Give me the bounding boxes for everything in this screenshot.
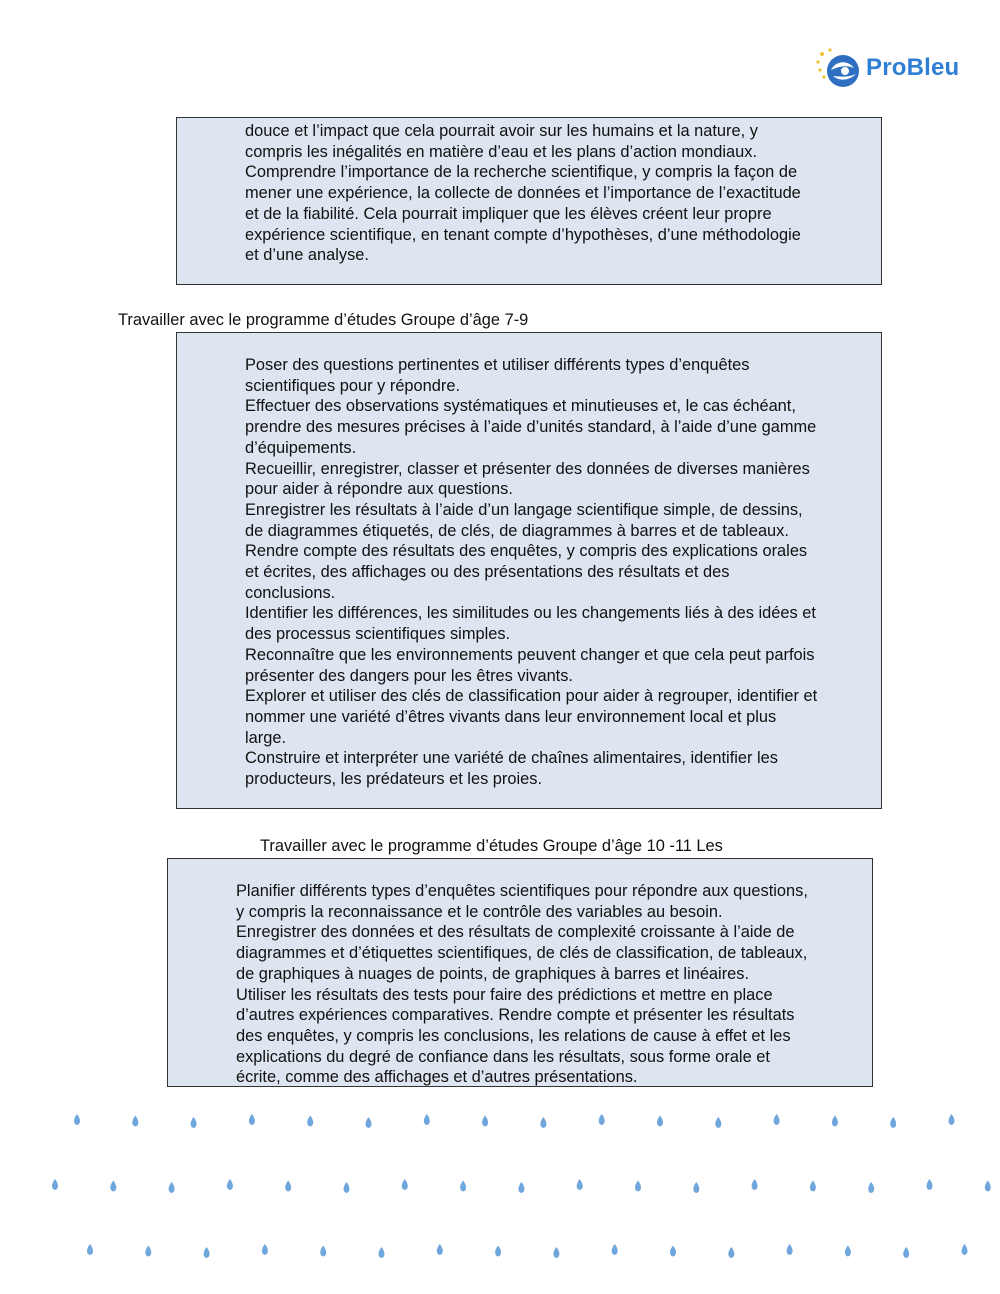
water-drop-icon	[868, 1182, 874, 1193]
water-drop-icon	[890, 1117, 896, 1128]
water-drop-icon	[752, 1179, 758, 1190]
text-line: y compris la reconnaissance et le contrôle des variables au besoin.	[236, 902, 723, 921]
text-line: mener une expérience, la collecte de données et l’importance de l’exactitude	[245, 184, 801, 203]
text-line: large.	[245, 728, 287, 747]
section1-text	[245, 121, 881, 266]
water-drop-icon	[518, 1182, 524, 1193]
text-line: Comprendre l’importance de la recherche scientifique, y compris la façon de	[245, 163, 798, 182]
water-drop-icon	[927, 1179, 933, 1190]
text-line: d’autres expériences comparatives. Rendre compte et présenter les résultats	[236, 1006, 795, 1025]
logo-text: ProBleu	[866, 54, 960, 81]
probleu-logo	[814, 46, 964, 92]
text-line: Construire et interpréter une variété de chaînes alimentaires, identifier les	[245, 749, 778, 768]
water-drop-icon	[402, 1179, 408, 1190]
section2-box	[176, 332, 882, 809]
text-line: Enregistrer des données et des résultats de complexité croissante à l’aide de	[236, 923, 795, 942]
text-line: Poser des questions pertinentes et utiliser différents types d’enquêtes	[245, 356, 750, 374]
water-drop-icon	[87, 1244, 93, 1255]
text-line: Effectuer des observations systématiques et minutieuses et, le cas échéant,	[245, 397, 796, 416]
probleu-emblem-icon	[814, 46, 864, 92]
water-drop-icon	[482, 1116, 488, 1127]
text-line: douce et l’impact que cela pourrait avoir sur les humains et la nature, y	[245, 122, 758, 140]
text-line: de diagrammes étiquetés, de clés, de diagrammes à barres et de tableaux.	[245, 521, 789, 540]
text-line: conclusions.	[245, 583, 336, 602]
water-drop-icon	[832, 1116, 838, 1127]
water-drop-icon	[344, 1182, 350, 1193]
water-drop-icon	[787, 1244, 793, 1255]
text-line: Planifier différents types d’enquêtes scientifiques pour répondre aux questions,	[236, 882, 808, 900]
text-line: des processus scientifiques simples.	[245, 625, 511, 644]
water-drop-icon	[227, 1179, 233, 1190]
water-drop-icon	[495, 1246, 501, 1257]
water-drop-icon	[307, 1116, 313, 1127]
water-drop-icon	[110, 1181, 116, 1192]
water-drop-icon	[903, 1247, 909, 1258]
section3-box	[167, 858, 873, 1087]
water-drop-icon	[553, 1247, 559, 1258]
water-drop-icon	[52, 1179, 58, 1190]
water-drop-icon	[379, 1247, 385, 1258]
section2-heading: Travailler avec le programme d’études Groupe d’âge 7-9	[118, 311, 529, 329]
water-drop-icon	[693, 1182, 699, 1193]
water-drop-icon	[540, 1117, 546, 1128]
text-line: diagrammes et d’étiquettes scientifiques, de clés de classification, de tableaux,	[236, 944, 808, 963]
water-drop-icon	[366, 1117, 372, 1128]
water-drop-icon	[810, 1181, 816, 1192]
water-drop-icon	[249, 1114, 255, 1125]
water-drop-icon	[191, 1117, 197, 1128]
text-line: Rendre compte des résultats des enquêtes, y compris des explications orales	[245, 542, 808, 561]
text-line: Enregistrer les résultats à l’aide d’un langage scientifique simple, de dessins,	[245, 500, 803, 519]
text-line: compris les inégalités en matière d’eau et les plans d’action mondiaux.	[245, 142, 758, 161]
text-line: des enquêtes, y compris les conclusions, les relations de cause à effet et les	[236, 1026, 791, 1045]
text-line: Explorer et utiliser des clés de classification pour aider à regrouper, identifier et	[245, 687, 818, 706]
water-drop-icon	[949, 1114, 955, 1125]
water-drop-icon	[145, 1246, 151, 1257]
text-line: explications du degré de confiance dans les résultats, sous forme orale et	[236, 1047, 770, 1066]
section2-text	[245, 355, 881, 790]
water-drop-icon	[262, 1244, 268, 1255]
water-drop-icon	[728, 1247, 734, 1258]
water-drop-icon	[599, 1114, 605, 1125]
water-drop-icon	[577, 1179, 583, 1190]
water-drop-icon	[204, 1247, 210, 1258]
text-line: Reconnaître que les environnements peuvent changer et que cela peut parfois	[245, 645, 815, 664]
section1-box	[176, 117, 882, 285]
water-drop-icon	[715, 1117, 721, 1128]
section3-heading: Travailler avec le programme d’études Groupe d’âge 10 -11 Les	[260, 837, 723, 855]
water-drop-icon	[985, 1181, 991, 1192]
water-drop-icon	[320, 1246, 326, 1257]
text-line: prendre des mesures précises à l’aide d’unités standard, à l’aide d’une gamme	[245, 418, 817, 437]
text-line: de graphiques à nuages de points, de graphiques à barres et linéaires.	[236, 964, 750, 983]
water-drop-icon	[424, 1114, 430, 1125]
text-line: et d’une analyse.	[245, 246, 369, 265]
text-line: et de la fiabilité. Cela pourrait impliquer que les élèves créent leur propre	[245, 204, 772, 223]
water-drop-icon	[845, 1246, 851, 1257]
water-drop-icon	[635, 1181, 641, 1192]
water-drop-icon	[285, 1181, 291, 1192]
water-drop-icon	[670, 1246, 676, 1257]
text-line: scientifiques pour y répondre.	[245, 376, 461, 395]
section3-text	[236, 881, 872, 1088]
water-drop-icon	[132, 1116, 138, 1127]
water-drop-icon	[612, 1244, 618, 1255]
text-line: écrite, comme des affichages et d’autres présentations.	[236, 1068, 638, 1087]
water-drop-icon	[774, 1114, 780, 1125]
water-drop-icon	[460, 1181, 466, 1192]
text-line: Recueillir, enregistrer, classer et présenter des données de diverses manières	[245, 459, 810, 478]
water-drop-icon	[962, 1244, 968, 1255]
text-line: expérience scientifique, en tenant compte d’hypothèses, d’une méthodologie	[245, 225, 801, 244]
text-line: producteurs, les prédateurs et les proies.	[245, 770, 543, 789]
text-line: et écrites, des affichages ou des présentations des résultats et des	[245, 563, 730, 582]
text-line: Identifier les différences, les similitudes ou les changements liés à des idées et	[245, 604, 816, 623]
text-line: Utiliser les résultats des tests pour faire des prédictions et mettre en place	[236, 985, 773, 1004]
text-line: d’équipements.	[245, 438, 357, 457]
text-line: nommer une variété d’êtres vivants dans leur environnement local et plus	[245, 707, 777, 726]
water-drops-decoration	[0, 1100, 1000, 1280]
water-drop-icon	[169, 1182, 175, 1193]
text-line: présenter des dangers pour les êtres vivants.	[245, 666, 573, 685]
water-drop-icon	[74, 1114, 80, 1125]
text-line: pour aider à répondre aux questions.	[245, 480, 513, 499]
water-drop-icon	[657, 1116, 663, 1127]
water-drop-icon	[437, 1244, 443, 1255]
